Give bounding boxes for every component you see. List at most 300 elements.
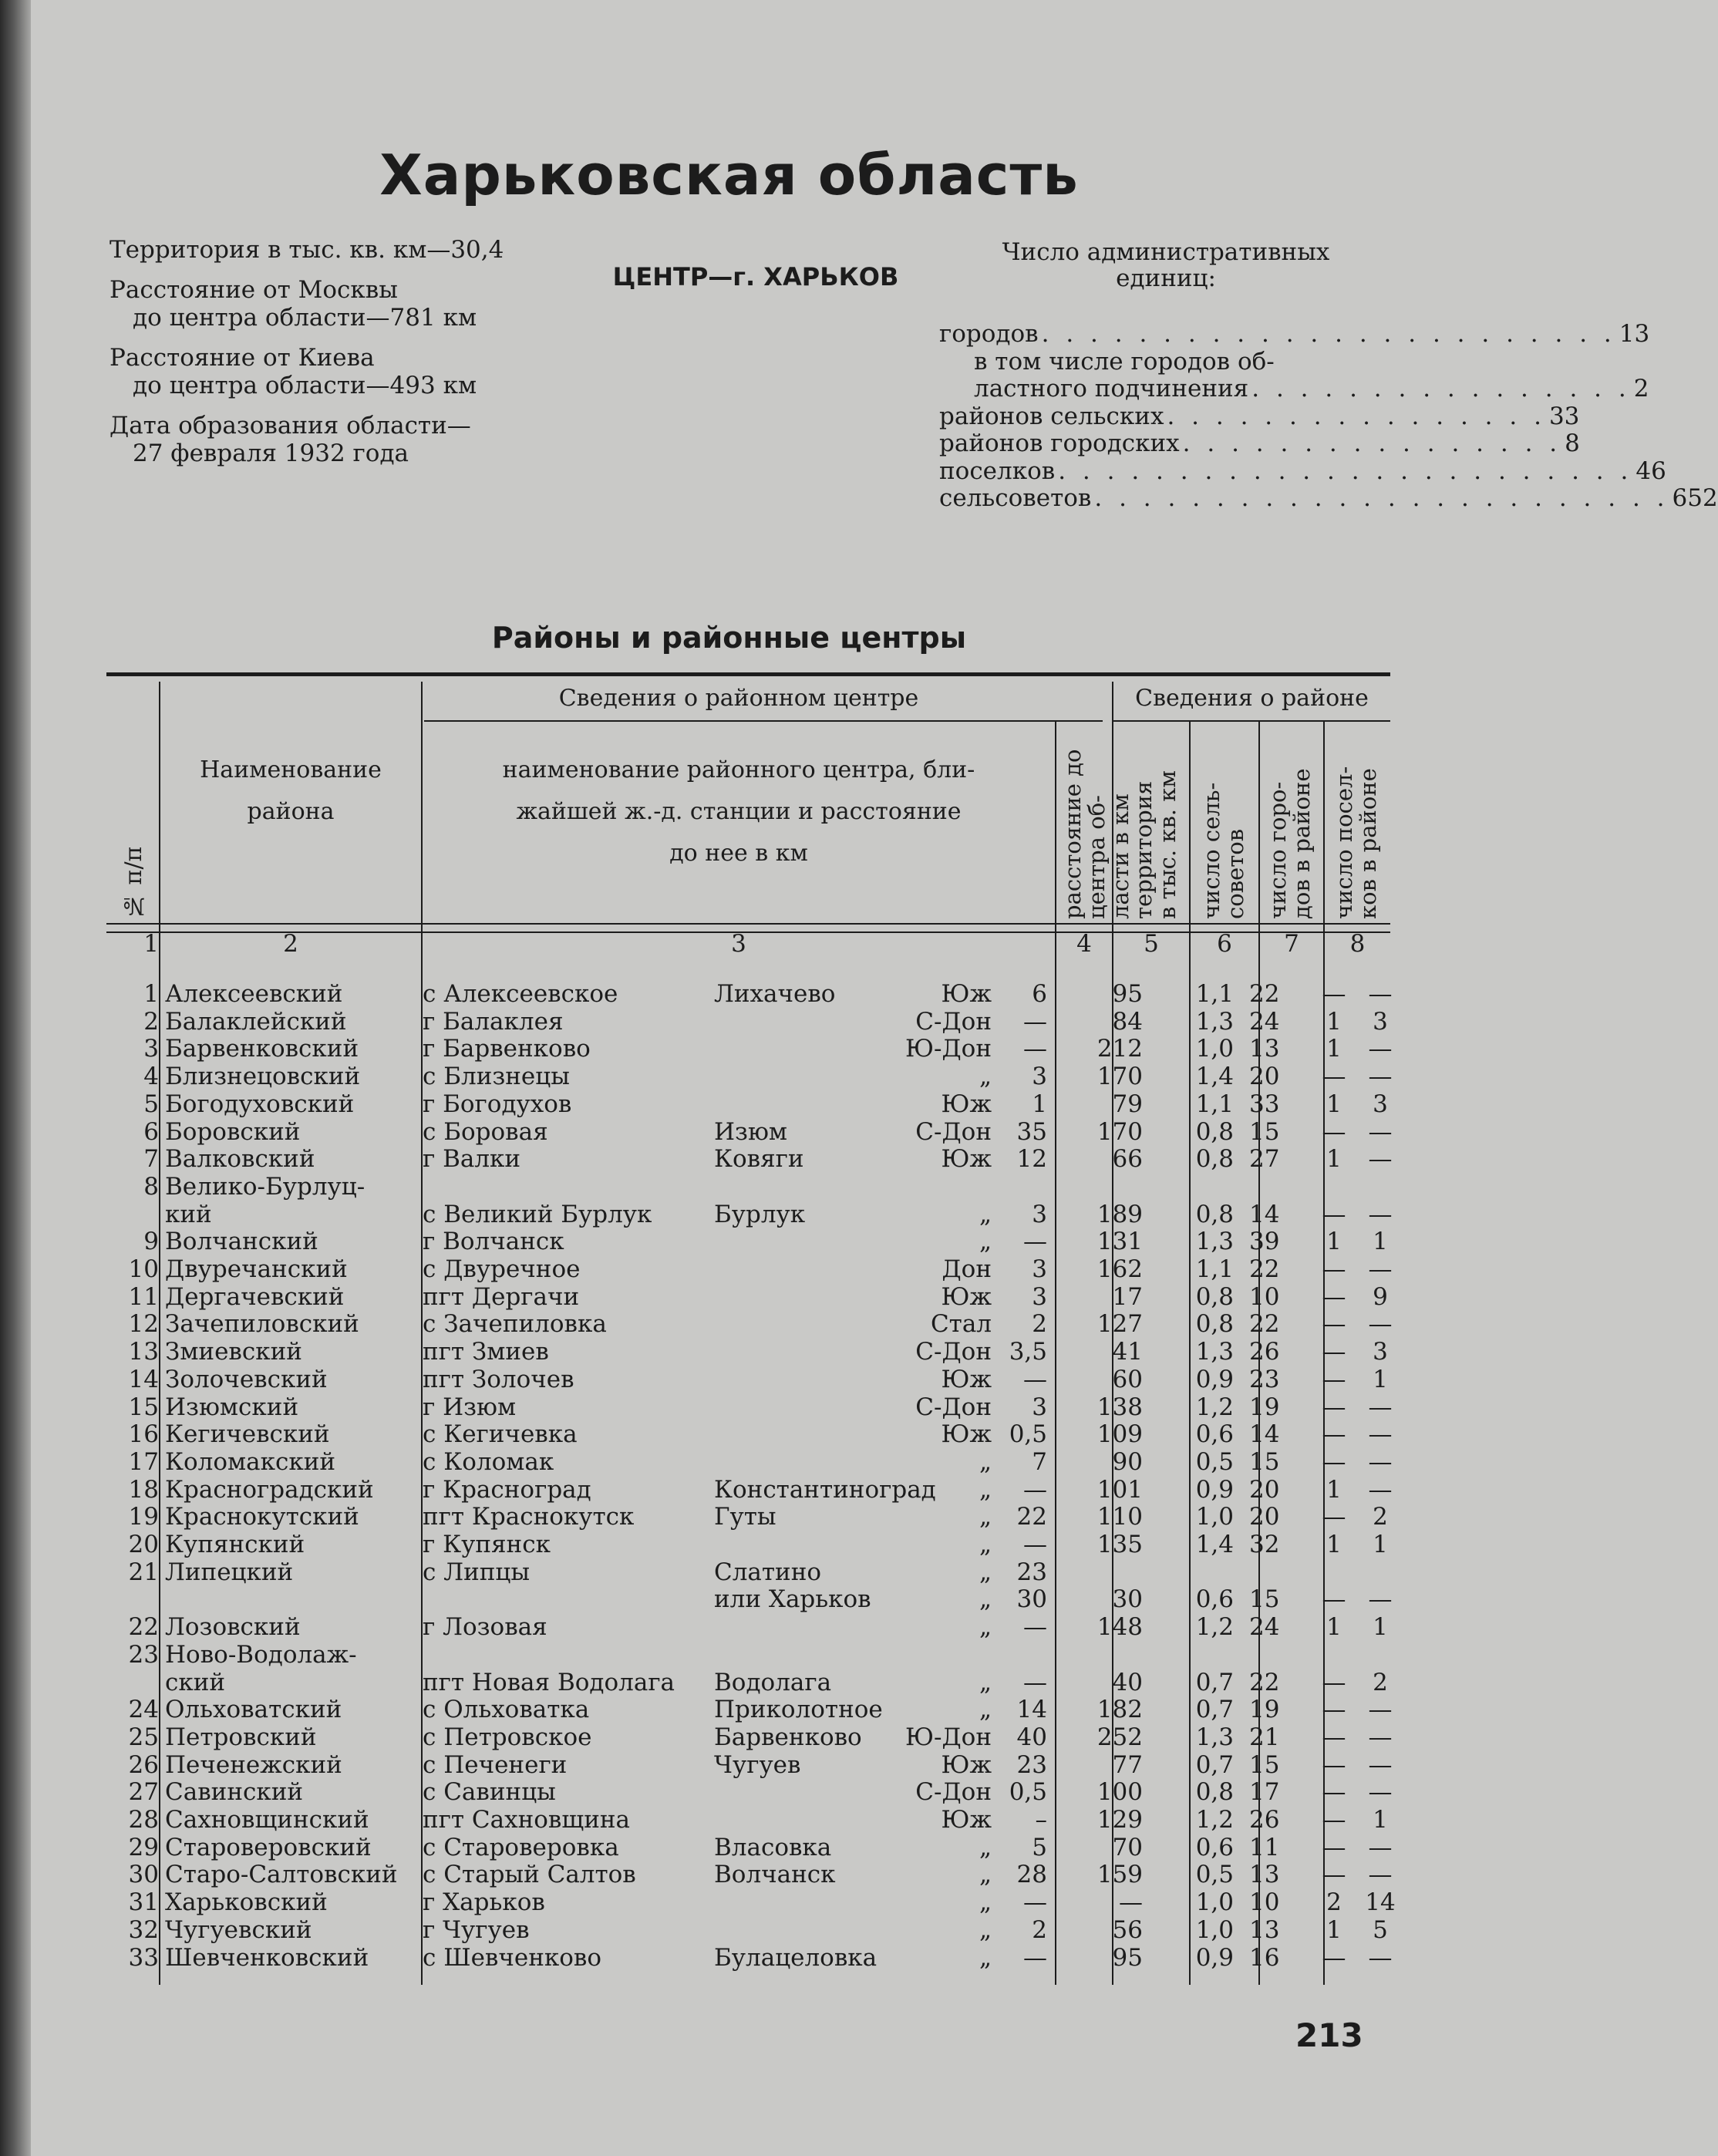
distance-to-center: 182 <box>1096 1696 1143 1724</box>
station-distance: 28 <box>1016 1861 1047 1889</box>
district-name: Алексеевский <box>165 980 343 1008</box>
towns-count: 1 <box>1326 1531 1342 1558</box>
row-number: 15 <box>128 1393 159 1421</box>
header-group-center: Сведения о районном центре <box>558 685 919 712</box>
settlements-count: — <box>1368 1035 1393 1063</box>
distance-to-center: 127 <box>1096 1310 1143 1339</box>
header-col-no: № п/п <box>120 846 147 919</box>
district-center: с Зачепиловка <box>423 1310 607 1339</box>
row-number: 10 <box>128 1255 159 1283</box>
table-row <box>106 1393 1393 1422</box>
district-name: Балаклейский <box>165 1007 347 1036</box>
village-councils: 14 <box>1249 1420 1280 1449</box>
distance-to-center: 90 <box>1112 1447 1143 1476</box>
district-center: г Богодухов <box>423 1090 572 1118</box>
district-name: Дергачевский <box>165 1282 345 1311</box>
district-center: с Печенеги <box>423 1750 568 1779</box>
header-col-territory-line-1: территория <box>1130 780 1157 919</box>
towns-count: — <box>1322 1585 1346 1614</box>
district-name: Золочевский <box>165 1365 328 1393</box>
row-number: 13 <box>128 1338 159 1366</box>
header-col-settlements <box>1332 738 1380 919</box>
header-col-distance-line-2: центра об- <box>1083 795 1110 919</box>
village-councils: 39 <box>1249 1228 1280 1256</box>
admin-label: районов сельских <box>939 402 1164 430</box>
railway-line: „ <box>979 1696 992 1724</box>
district-name: Липецкий <box>165 1558 294 1586</box>
settlements-count: — <box>1368 1310 1393 1339</box>
settlements-count: — <box>1368 1943 1393 1972</box>
railway-line: Юж <box>941 980 992 1008</box>
territory: 1,1 <box>1195 1090 1234 1118</box>
towns-count: — <box>1322 1255 1346 1283</box>
station-distance: 12 <box>1016 1145 1047 1174</box>
village-councils: 19 <box>1249 1696 1280 1724</box>
table-row <box>106 1310 1393 1339</box>
village-councils: 22 <box>1249 980 1280 1008</box>
district-name: Чугуевский <box>165 1915 312 1944</box>
district-name: Велико-Бурлуц- <box>165 1172 365 1201</box>
district-center: с Коломак <box>423 1447 554 1476</box>
station-distance: 23 <box>1016 1750 1047 1779</box>
railway-line: Юж <box>941 1090 992 1118</box>
territory: 0,8 <box>1195 1117 1234 1146</box>
village-councils: 10 <box>1249 1888 1280 1917</box>
page-number: 213 <box>1295 2016 1363 2054</box>
header-col-center-line-1: наименование районного центра, бли- <box>502 756 975 783</box>
distance-to-center: 101 <box>1096 1475 1143 1504</box>
railway-line: „ <box>979 1613 992 1642</box>
station-distance: 6 <box>1032 980 1047 1008</box>
moscow-distance-line-1: Расстояние от Москвы <box>109 276 398 304</box>
station-distance: 1 <box>1032 1090 1047 1118</box>
towns-count: — <box>1322 1282 1346 1311</box>
district-center: г Барвенково <box>423 1035 591 1063</box>
admin-row-oblast-cities <box>939 375 1649 403</box>
table-row <box>106 1669 1390 1697</box>
territory: 1,0 <box>1195 1503 1234 1531</box>
kiev-distance-line-2: до центра области—493 км <box>133 372 477 399</box>
territory: 1,3 <box>1195 1338 1234 1366</box>
railway-station: Чугуев <box>714 1750 801 1779</box>
formation-date <box>109 412 504 467</box>
settlements-count: — <box>1368 1861 1393 1889</box>
settlements-count: — <box>1368 1585 1393 1614</box>
village-councils: 15 <box>1249 1447 1280 1476</box>
district-name: Сахновщинский <box>165 1806 369 1834</box>
station-distance: 3 <box>1032 1255 1047 1283</box>
header-col-center-line-3: до нее в км <box>669 840 808 867</box>
row-number: 24 <box>128 1696 159 1724</box>
distance-to-center: — <box>1119 1888 1143 1917</box>
distance-to-center: 170 <box>1096 1117 1143 1146</box>
table-row <box>106 1366 1390 1394</box>
railway-line: „ <box>979 1503 992 1531</box>
header-col-councils-line-1: число сель- <box>1198 782 1224 919</box>
district-name: Богодуховский <box>165 1090 355 1118</box>
leader-dots: . . . . . . . . . . . . . . . . <box>1167 402 1546 430</box>
table-row <box>106 1807 1390 1834</box>
admin-sub-line-1: в том числе городов об- <box>974 347 1275 376</box>
station-distance: 5 <box>1032 1833 1047 1861</box>
table-row <box>106 1228 1390 1256</box>
table-row <box>106 1475 1393 1504</box>
railway-station: Слатино <box>714 1558 822 1586</box>
header-col-center <box>423 750 1055 874</box>
admin-label: сельсоветов <box>939 484 1092 512</box>
towns-count: — <box>1322 1365 1346 1393</box>
towns-count: — <box>1322 1063 1346 1091</box>
distance-to-center: 110 <box>1096 1503 1143 1531</box>
table-row <box>106 1174 1390 1201</box>
territory: 0,9 <box>1195 1365 1234 1393</box>
distance-to-center: 77 <box>1112 1750 1143 1779</box>
station-distance: — <box>1023 1613 1047 1642</box>
group-rule-center <box>424 720 1103 722</box>
distance-to-center: 131 <box>1096 1228 1143 1256</box>
station-distance: — <box>1023 1531 1047 1558</box>
district-center: с Ольховатка <box>423 1696 590 1724</box>
table-row <box>106 1614 1390 1642</box>
table-top-rule <box>106 672 1390 676</box>
territory: 1,0 <box>1195 1915 1234 1944</box>
admin-value: 8 <box>1565 430 1580 457</box>
table-row <box>106 1943 1393 1972</box>
station-distance: 3,5 <box>1009 1338 1047 1366</box>
railway-station: Константиноград <box>714 1475 936 1504</box>
distance-to-center: 100 <box>1096 1778 1143 1807</box>
districts-table <box>106 672 1396 1983</box>
railway-line: Юж <box>941 1282 992 1311</box>
station-distance: — <box>1023 1668 1047 1696</box>
formation-date-line-2: 27 февраля 1932 года <box>133 440 409 467</box>
territory: 0,8 <box>1195 1282 1234 1311</box>
table-row <box>106 1861 1393 1889</box>
distance-to-center: 95 <box>1112 1943 1143 1972</box>
village-councils: 20 <box>1249 1475 1280 1504</box>
distance-to-center: 41 <box>1112 1338 1143 1366</box>
railway-line: „ <box>979 1943 992 1972</box>
distance-to-center: 159 <box>1096 1861 1143 1889</box>
distance-to-center: 138 <box>1096 1393 1143 1421</box>
district-name: Староверовский <box>165 1833 372 1861</box>
territory: 1,2 <box>1195 1806 1234 1834</box>
table-row <box>106 1917 1390 1945</box>
distance-to-center: 40 <box>1112 1668 1143 1696</box>
railway-station: Власовка <box>714 1833 832 1861</box>
table-row <box>106 1339 1390 1366</box>
railway-line: Ю-Дон <box>905 1723 992 1751</box>
towns-count: — <box>1322 1117 1346 1146</box>
table-row <box>106 1447 1393 1477</box>
settlements-count: 1 <box>1373 1806 1388 1834</box>
col-number: 6 <box>1217 930 1232 958</box>
settlements-count: — <box>1368 1750 1393 1779</box>
table-row <box>106 1778 1393 1807</box>
district-center: с Боровая <box>423 1117 548 1146</box>
district-name: Савинский <box>165 1778 304 1807</box>
railway-line: „ <box>979 1200 992 1228</box>
village-councils: 15 <box>1249 1750 1280 1779</box>
territory: 1,2 <box>1195 1393 1234 1421</box>
settlements-count: — <box>1368 1200 1393 1228</box>
railway-line: Юж <box>941 1750 992 1779</box>
leader-dots: . . . . . . . . . . . . . . . . . . . . . . . . <box>1058 456 1633 485</box>
territory: 1,1 <box>1195 1255 1234 1283</box>
territory: 1,4 <box>1195 1063 1234 1091</box>
settlements-count: 5 <box>1373 1915 1388 1944</box>
station-distance: 2 <box>1032 1310 1047 1339</box>
table-row <box>106 1009 1390 1036</box>
distance-to-center: 70 <box>1112 1833 1143 1861</box>
railway-line: „ <box>979 1833 992 1861</box>
towns-count: — <box>1322 980 1346 1008</box>
distance-to-center: 252 <box>1096 1723 1143 1751</box>
row-number: 5 <box>143 1090 159 1118</box>
railway-line: „ <box>979 1475 992 1504</box>
district-center: пгт Новая Водолага <box>423 1668 675 1696</box>
row-number: 8 <box>143 1172 159 1201</box>
table-row <box>106 1091 1390 1119</box>
row-number: 23 <box>128 1640 159 1669</box>
railway-line: „ <box>979 1228 992 1256</box>
district-name: Лозовский <box>165 1613 301 1642</box>
station-distance: 7 <box>1032 1447 1047 1476</box>
admin-row-settlements <box>939 456 1666 486</box>
col-number: 2 <box>283 930 298 958</box>
station-distance: 23 <box>1016 1558 1047 1586</box>
territory: 0,7 <box>1195 1696 1234 1724</box>
row-number: 33 <box>128 1943 159 1972</box>
district-center: с Липцы <box>423 1558 531 1586</box>
header-col-distance-line-1: расстояние до <box>1059 749 1086 919</box>
towns-count: 1 <box>1326 1035 1342 1063</box>
table-title: Районы и районные центры <box>491 621 967 655</box>
territory: 1,0 <box>1195 1035 1234 1063</box>
district-center: с Алексеевское <box>423 980 618 1008</box>
settlements-count: 1 <box>1373 1228 1388 1256</box>
moscow-distance-line-2: до центра области—781 км <box>133 304 477 332</box>
settlements-count: — <box>1368 1063 1393 1091</box>
district-name: Старо-Салтовский <box>165 1861 398 1889</box>
railway-station: Барвенково <box>714 1723 862 1751</box>
settlements-count: 2 <box>1373 1503 1388 1531</box>
village-councils: 10 <box>1249 1282 1280 1311</box>
district-name: Барвенковский <box>165 1035 359 1063</box>
district-center: пгт Дергачи <box>423 1282 580 1311</box>
towns-count: — <box>1322 1723 1346 1751</box>
railway-line: С-Дон <box>915 1778 992 1807</box>
admin-value: 652 <box>1672 484 1718 512</box>
distance-to-center: 66 <box>1112 1145 1143 1174</box>
settlements-count: — <box>1368 1447 1393 1476</box>
station-distance: 22 <box>1016 1503 1047 1531</box>
towns-count: — <box>1322 1668 1346 1696</box>
district-center: пгт Змиев <box>423 1338 549 1366</box>
district-name: Шевченковский <box>165 1943 369 1972</box>
towns-count: 1 <box>1326 1475 1342 1504</box>
territory: 1,3 <box>1195 1007 1234 1036</box>
district-name: Боровский <box>165 1117 301 1146</box>
railway-line: С-Дон <box>915 1007 992 1036</box>
railway-line: Юж <box>941 1365 992 1393</box>
settlements-count: — <box>1368 1778 1393 1807</box>
table-row <box>106 1145 1393 1174</box>
station-distance: 0,5 <box>1009 1778 1047 1807</box>
village-councils: 23 <box>1249 1365 1280 1393</box>
towns-count: — <box>1322 1943 1346 1972</box>
distance-to-center: 129 <box>1096 1806 1143 1834</box>
village-councils: 20 <box>1249 1063 1280 1091</box>
admin-heading-line-2: единиц: <box>1116 264 1216 292</box>
territory: 0,5 <box>1195 1447 1234 1476</box>
admin-row-rural <box>939 402 1580 431</box>
territory: 0,8 <box>1195 1778 1234 1807</box>
village-councils: 15 <box>1249 1585 1280 1614</box>
row-number: 1 <box>143 980 159 1008</box>
distance-to-center: 30 <box>1112 1585 1143 1614</box>
village-councils: 20 <box>1249 1503 1280 1531</box>
railway-station: Лихачево <box>714 980 836 1008</box>
district-center: с Шевченково <box>423 1943 602 1972</box>
header-col-settlements-line-2: ков в районе <box>1355 768 1381 919</box>
distance-to-center: 135 <box>1096 1531 1143 1558</box>
col-number: 7 <box>1284 930 1299 958</box>
district-center: г Лозовая <box>423 1613 547 1642</box>
territory: 0,6 <box>1195 1585 1234 1614</box>
district-center: с Двуречное <box>423 1255 581 1283</box>
village-councils: 16 <box>1249 1943 1280 1972</box>
district-name: Зачепиловский <box>165 1310 359 1339</box>
admin-row-councils <box>939 484 1718 513</box>
settlements-count: — <box>1368 1393 1393 1421</box>
formation-date-line-1: Дата образования области— <box>109 412 471 440</box>
towns-count: 2 <box>1326 1888 1342 1917</box>
distance-to-center: 148 <box>1096 1613 1143 1642</box>
railway-line: „ <box>979 1558 992 1586</box>
towns-count: — <box>1322 1447 1346 1476</box>
settlements-count: 14 <box>1365 1888 1396 1917</box>
table-row <box>106 1117 1393 1147</box>
kiev-distance-line-1: Расстояние от Киева <box>109 344 375 372</box>
header-col-name-line-1: Наименование <box>200 756 382 783</box>
railway-line: „ <box>979 1585 992 1614</box>
district-name: Змиевский <box>165 1338 302 1366</box>
table-row <box>106 1833 1393 1862</box>
railway-line: Юж <box>941 1420 992 1449</box>
railway-line: Стал <box>930 1310 992 1339</box>
settlements-count: 3 <box>1373 1338 1388 1366</box>
station-distance: 14 <box>1016 1696 1047 1724</box>
row-number: 26 <box>128 1750 159 1779</box>
district-name: ский <box>165 1668 226 1696</box>
district-name: Ольховатский <box>165 1696 342 1724</box>
station-distance: — <box>1023 1888 1047 1917</box>
railway-line: „ <box>979 1888 992 1917</box>
territory: 1,4 <box>1195 1531 1234 1558</box>
admin-label: поселков <box>939 456 1056 485</box>
settlements-count: — <box>1368 1475 1393 1504</box>
village-councils: 24 <box>1249 1007 1280 1036</box>
territory: 0,6 <box>1195 1420 1234 1449</box>
district-name: Ново-Водолаж- <box>165 1640 357 1669</box>
table-row <box>106 1696 1393 1724</box>
settlements-count: — <box>1368 1723 1393 1751</box>
moscow-distance <box>109 276 504 332</box>
station-distance: – <box>1035 1806 1047 1834</box>
header-col-towns-line-2: дов в районе <box>1288 768 1315 919</box>
table-row <box>106 1559 1390 1587</box>
table-row <box>106 980 1393 1009</box>
row-number: 7 <box>143 1145 159 1174</box>
village-councils: 22 <box>1249 1668 1280 1696</box>
village-councils: 26 <box>1249 1338 1280 1366</box>
railway-station: Водолага <box>714 1668 832 1696</box>
station-distance: — <box>1023 1475 1047 1504</box>
village-councils: 13 <box>1249 1035 1280 1063</box>
station-distance: 30 <box>1016 1585 1047 1614</box>
admin-row-urban <box>939 430 1580 458</box>
kiev-distance <box>109 344 504 399</box>
admin-value: 46 <box>1635 456 1666 485</box>
railway-line: „ <box>979 1668 992 1696</box>
railway-station: или Харьков <box>714 1585 871 1614</box>
header-col-towns-line-1: число горо- <box>1265 781 1291 919</box>
row-number: 27 <box>128 1778 159 1807</box>
district-center: пгт Краснокутск <box>423 1503 635 1531</box>
station-distance: — <box>1023 1365 1047 1393</box>
railway-line: „ <box>979 1915 992 1944</box>
village-councils: 22 <box>1249 1255 1280 1283</box>
book-spine <box>0 0 31 2156</box>
col-number: 8 <box>1349 930 1366 958</box>
station-distance: 3 <box>1032 1393 1047 1421</box>
header-col-name <box>160 750 421 833</box>
header-bottom-rule <box>106 923 1390 925</box>
railway-line: С-Дон <box>915 1338 992 1366</box>
row-number: 21 <box>128 1558 159 1586</box>
railway-line: Ю-Дон <box>905 1035 992 1063</box>
towns-count: — <box>1322 1200 1346 1228</box>
table-row <box>106 1750 1393 1780</box>
railway-line: „ <box>979 1063 992 1091</box>
towns-count: — <box>1322 1750 1346 1779</box>
leader-dots: . . . . . . . . . . . . . . . . . . . . . . . . <box>1041 320 1616 348</box>
village-councils: 33 <box>1249 1090 1280 1118</box>
header-col-center-line-2: жайшей ж.-д. станции и расстояние <box>516 798 962 825</box>
header-col-distance <box>1061 726 1133 919</box>
admin-row-cities <box>939 320 1650 349</box>
table-row <box>106 1531 1390 1559</box>
railway-line: Юж <box>941 1806 992 1834</box>
admin-label: районов городских <box>939 430 1180 457</box>
station-distance: 0,5 <box>1009 1420 1047 1449</box>
header-col-territory-line-2: в тыс. кв. км <box>1154 770 1181 919</box>
distance-to-center: 212 <box>1096 1035 1143 1063</box>
towns-count: — <box>1322 1310 1346 1339</box>
railway-station: Приколотное <box>714 1696 883 1724</box>
village-councils: 32 <box>1249 1531 1280 1558</box>
district-name: Красноградский <box>165 1475 374 1504</box>
village-councils: 21 <box>1249 1723 1280 1751</box>
territory: 1,3 <box>1195 1228 1234 1256</box>
row-number: 17 <box>128 1447 159 1476</box>
settlements-count: 9 <box>1373 1282 1388 1311</box>
settlements-count: — <box>1368 1145 1393 1174</box>
region-center: ЦЕНТР—г. ХАРЬКОВ <box>612 262 899 291</box>
row-number: 31 <box>128 1888 159 1917</box>
village-councils: 19 <box>1249 1393 1280 1421</box>
